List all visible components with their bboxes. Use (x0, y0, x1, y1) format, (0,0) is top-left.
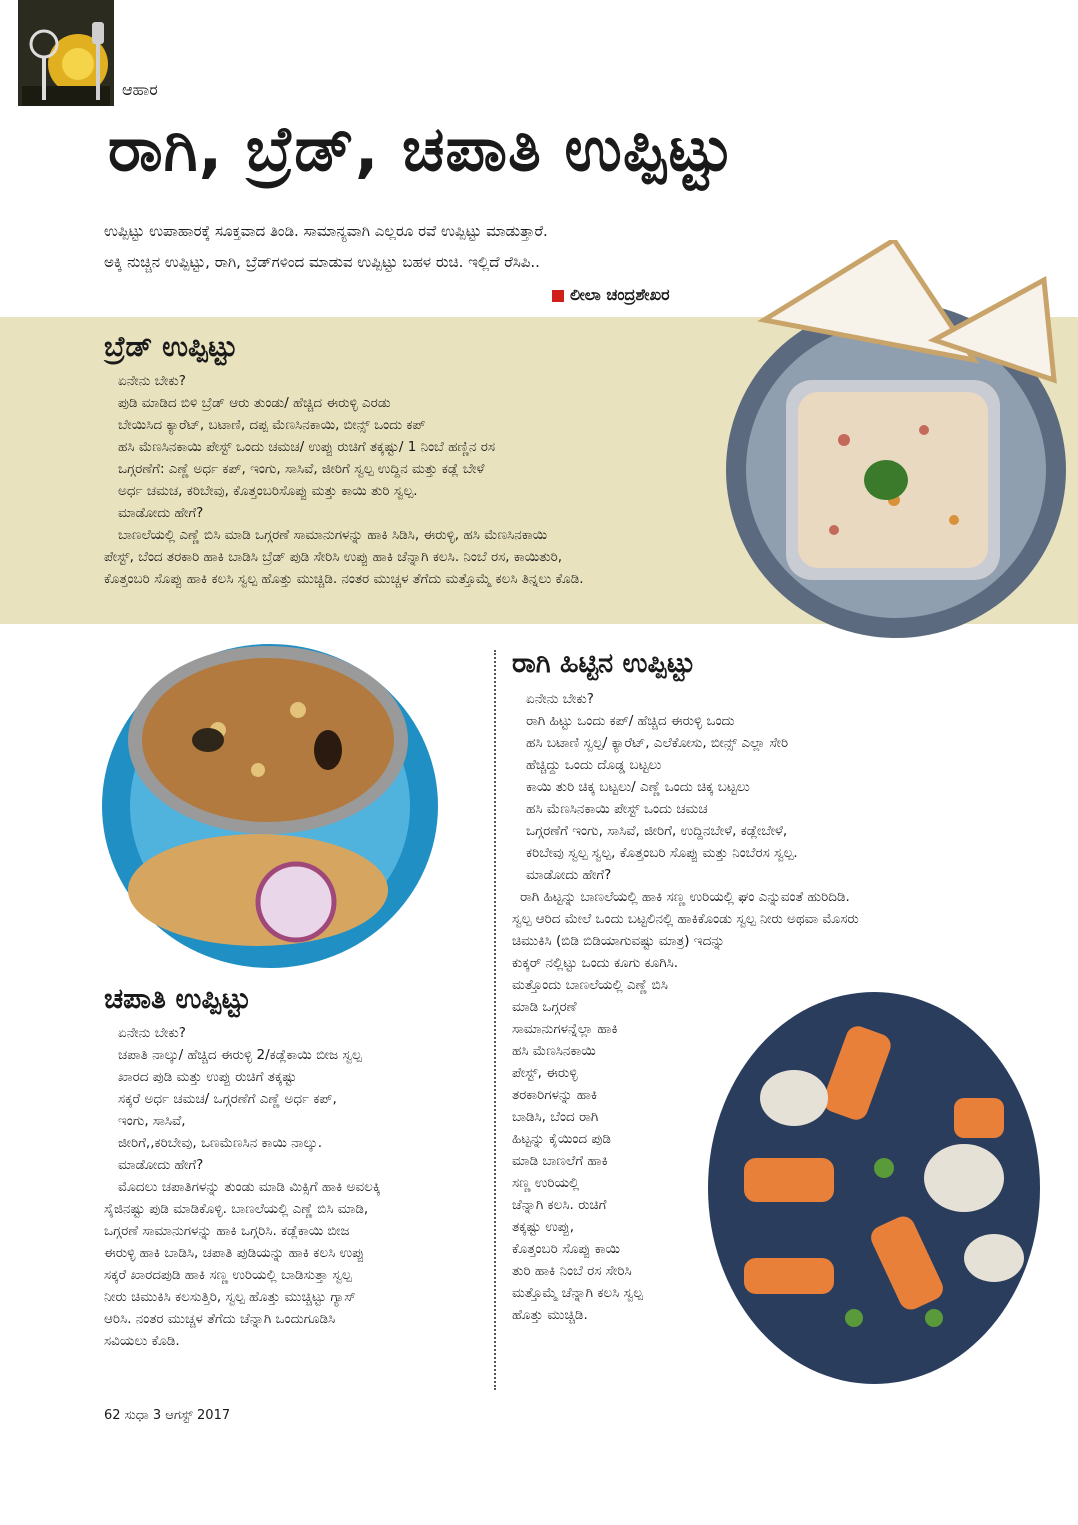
ragi-line: ಮಾಡಿ ಬಾಣಲೆಗೆ ಹಾಕಿ (512, 1153, 608, 1169)
bread-line: ಹಸಿ ಮೆಣಸಿನಕಾಯಿ ಪೇಸ್ಟ್ ಒಂದು ಚಮಚ/ ಉಪ್ಪು ರುಚಿಗೆ ತಕ್ಕಷ್ಟು/ 1 ನಿಂಬೆ ಹಣ್ಣಿನ ರಸ (118, 439, 496, 455)
ragi-line: ಏನೇನು ಬೇಕು? (526, 691, 594, 707)
ragi-recipe-title: ರಾಗಿ ಹಿಟ್ಟಿನ ಉಪ್ಪಿಟ್ಟು (512, 648, 696, 679)
bread-line: ಏನೇನು ಬೇಕು? (118, 373, 186, 389)
chapati-line: ಸಕ್ಕರೆ ಖಾರದಪುಡಿ ಹಾಕಿ ಸಣ್ಣ ಉರಿಯಲ್ಲಿ ಬಾಡಿಸುತ್ತಾ ಸ್ವಲ್ಪ (104, 1267, 352, 1283)
bread-upma-photo (724, 240, 1078, 654)
section-logo (18, 0, 114, 106)
ragi-line: ಹಸಿ ಬಟಾಣಿ ಸ್ವಲ್ಪ/ ಕ್ಯಾರೆಟ್, ಎಲೆಕೋಸು, ಬೀನ್ಸ್ ಎಲ್ಲಾ ಸೇರಿ (526, 735, 789, 751)
chapati-line: ಸಕ್ಕರೆ ಅರ್ಧ ಚಮಚ/ ಒಗ್ಗರಣೆಗೆ ಎಣ್ಣೆ ಅರ್ಧ ಕಪ್, (118, 1091, 337, 1107)
chapati-line: ಈರುಳ್ಳಿ ಹಾಕಿ ಬಾಡಿಸಿ, ಚಪಾತಿ ಪುಡಿಯನ್ನು ಹಾಕಿ ಕಲಸಿ ಉಪ್ಪು (104, 1245, 365, 1261)
ragi-recipe-body (512, 688, 859, 1326)
ragi-line: ಹಸಿ ಮೆಣಸಿನಕಾಯಿ (512, 1043, 596, 1059)
chapati-line: ಆರಿಸಿ. ನಂತರ ಮುಚ್ಚಳ ತೆಗೆದು ಚೆನ್ನಾಗಿ ಒಂದುಗೂಡಿಸಿ (104, 1311, 336, 1327)
intro-line-1: ಉಪ್ಪಿಟ್ಟು ಉಪಾಹಾರಕ್ಕೆ ಸೂಕ್ತವಾದ ತಿಂಡಿ. ಸಾಮಾನ್ಯವಾಗಿ ಎಲ್ಲರೂ ರವೆ ಉಪ್ಪಿಟ್ಟು ಮಾಡುತ್ತಾರೆ. (104, 222, 548, 240)
ragi-line: ಪೇಸ್ಟ್, ಈರುಳ್ಳಿ (512, 1065, 578, 1081)
ragi-line: ಮತ್ತೊಮ್ಮೆ ಚೆನ್ನಾಗಿ ಕಲಸಿ ಸ್ವಲ್ಪ (512, 1285, 643, 1301)
ragi-line: ಒಗ್ಗರಣೆಗೆ ಇಂಗು, ಸಾಸಿವೆ, ಜೀರಿಗೆ, ಉದ್ದಿನಬೇಳೆ, ಕಡ್ಲೇಬೇಳೆ, (526, 823, 788, 839)
ragi-line: ಬಾಡಿಸಿ, ಬೆಂದ ರಾಗಿ (512, 1109, 599, 1125)
column-divider (494, 650, 496, 1390)
chapati-recipe-title: ಚಪಾತಿ ಉಪ್ಪಿಟ್ಟು (104, 982, 251, 1015)
section-label: ಆಹಾರ (122, 80, 158, 99)
ragi-line: ಚೆನ್ನಾಗಿ ಕಲಸಿ. ರುಚಿಗೆ (512, 1197, 607, 1213)
kitchen-utensils-icon (18, 0, 114, 106)
bread-line: ಒಗ್ಗರಣೆಗೆ: ಎಣ್ಣೆ ಅರ್ಧ ಕಪ್, ಇಂಗು, ಸಾಸಿವೆ, ಜೀರಿಗೆ ಸ್ವಲ್ಪ ಉದ್ದಿನ ಮತ್ತು ಕಡ್ಲೆ ಬೇಳೆ (118, 461, 485, 477)
ragi-line: ಹಸಿ ಮೆಣಸಿನಕಾಯಿ ಪೇಸ್ಟ್ ಒಂದು ಚಮಚ (526, 801, 708, 817)
page-title: ರಾಗಿ, ಬ್ರೆಡ್, ಚಪಾತಿ ಉಪ್ಪಿಟ್ಟು (108, 112, 735, 185)
ragi-line: ರಾಗಿ ಹಿಟ್ಟು ಒಂದು ಕಪ್/ ಹೆಚ್ಚಿದ ಈರುಳ್ಳಿ ಒಂದು (526, 713, 735, 729)
chapati-recipe-body (104, 1022, 381, 1352)
chapati-line: ಇಂಗು, ಸಾಸಿವೆ, (118, 1113, 186, 1129)
ragi-line: ಹೊತ್ತು ಮುಚ್ಚಿಡಿ. (512, 1307, 588, 1323)
ragi-line: ಚಿಮುಕಿಸಿ (ಬಿಡಿ ಬಿಡಿಯಾಗುವಷ್ಟು ಮಾತ್ರ) ಇದನ್ನು (512, 933, 725, 949)
ragi-line: ಸಾಮಾನುಗಳನ್ನೆಲ್ಲಾ ಹಾಕಿ (512, 1021, 618, 1037)
ragi-line: ಹೆಚ್ಚಿದ್ದು ಒಂದು ದೊಡ್ಡ ಬಟ್ಟಲು (526, 757, 662, 773)
ragi-line: ಹಿಟ್ಟನ್ನು ಕೈಯಿಂದ ಪುಡಿ (512, 1131, 611, 1147)
ragi-line: ಕಾಯಿ ತುರಿ ಚಿಕ್ಕ ಬಟ್ಟಲು/ ಎಣ್ಣೆ ಒಂದು ಚಿಕ್ಕ ಬಟ್ಟಲು (526, 779, 750, 795)
chapati-line: ಒಗ್ಗರಣೆ ಸಾಮಾನುಗಳನ್ನು ಹಾಕಿ ಒಗ್ಗರಿಸಿ. ಕಡ್ಲೆಕಾಯಿ ಬೀಜ (104, 1223, 350, 1239)
author-name: ಲೀಲಾ ಚಂದ್ರಶೇಖರ (570, 285, 670, 304)
bread-line: ಪೇಸ್ಟ್, ಬೆಂದ ತರಕಾರಿ ಹಾಕಿ ಬಾಡಿಸಿ ಬ್ರೆಡ್ ಪುಡಿ ಸೇರಿಸಿ ಉಪ್ಪು ಹಾಕಿ ಚೆನ್ನಾಗಿ ಕಲಸಿ. ನಿಂಬೆ ರಸ, ಕಾಯಿತುರಿ, (104, 549, 563, 565)
bread-line: ಪುಡಿ ಮಾಡಿದ ಬಿಳಿ ಬ್ರೆಡ್ ಆರು ತುಂಡು/ ಹೆಚ್ಚಿದ ಈರುಳ್ಳಿ ಎರಡು (118, 395, 391, 411)
ragi-line: ಕೊತ್ತಂಬರಿ ಸೊಪ್ಪು ಕಾಯಿ (512, 1241, 621, 1257)
ragi-line: ಕರಿಬೇವು ಸ್ವಲ್ಪ ಸ್ವಲ್ಪ, ಕೊತ್ತಂಬರಿ ಸೊಪ್ಪು ಮತ್ತು ನಿಂಬೆರಸ ಸ್ವಲ್ಪ. (526, 845, 798, 861)
chapati-line: ನೀರು ಚಿಮುಕಿಸಿ ಕಲಸುತ್ತಿರಿ, ಸ್ವಲ್ಪ ಹೊತ್ತು ಮುಚ್ಚಿಟ್ಟು ಗ್ಯಾಸ್ (104, 1289, 356, 1305)
chapati-line: ಜೀರಿಗೆ,,ಕರಿಬೇವು, ಒಣಮೆಣಸಿನ ಕಾಯಿ ನಾಲ್ಕು. (118, 1135, 323, 1151)
ragi-line: ತರಕಾರಿಗಳನ್ನು ಹಾಕಿ (512, 1087, 598, 1103)
bread-line: ಮಾಡೋದು ಹೇಗೆ? (118, 505, 204, 521)
bread-line: ಬಾಣಲೆಯಲ್ಲಿ ಎಣ್ಣೆ ಬಿಸಿ ಮಾಡಿ ಒಗ್ಗರಣೆ ಸಾಮಾನುಗಳನ್ನು ಹಾಕಿ ಸಿಡಿಸಿ, ಈರುಳ್ಳಿ, ಹಸಿ ಮೆಣಸಿನಕಾಯಿ (118, 527, 548, 543)
chapati-line: ಮಾಡೋದು ಹೇಗೆ? (118, 1157, 204, 1173)
ragi-line: ಕುಕ್ಕರ್ ನಲ್ಲಿಟ್ಟು ಒಂದು ಕೂಗು ಕೂಗಿಸಿ. (512, 955, 679, 971)
intro-line-2: ಅಕ್ಕಿ ನುಚ್ಚಿನ ಉಪ್ಪಿಟ್ಟು, ರಾಗಿ, ಬ್ರೆಡ್‌ಗಳಿಂದ ಮಾಡುವ ಉಪ್ಪಿಟ್ಟು ಬಹಳ ರುಚಿ. ಇಲ್ಲಿದೆ ರೆಸಿಪಿ.. (104, 253, 540, 271)
bread-recipe-title: ಬ್ರೆಡ್ ಉಪ್ಪಿಟ್ಟು (104, 330, 238, 363)
bread-line: ಕೊತ್ತಂಬರಿ ಸೊಪ್ಪು ಹಾಕಿ ಕಲಸಿ ಸ್ವಲ್ಪ ಹೊತ್ತು ಮುಚ್ಚಿಡಿ. ನಂತರ ಮುಚ್ಚಳ ತೆಗೆದು ಮತ್ತೊಮ್ಮೆ ಕಲಸಿ ತಿನ್ನಲು ಕೊಡಿ. (104, 571, 584, 587)
ragi-line: ಸಣ್ಣ ಉರಿಯಲ್ಲಿ (512, 1175, 580, 1191)
chapati-line: ಚಪಾತಿ ನಾಲ್ಕು/ ಹೆಚ್ಚಿದ ಈರುಳ್ಳಿ 2/ಕಡ್ಲೆಕಾಯಿ ಬೀಜ ಸ್ವಲ್ಪ (118, 1047, 362, 1063)
chapati-line: ಸವಿಯಲು ಕೊಡಿ. (104, 1333, 180, 1349)
chapati-line: ಏನೇನು ಬೇಕು? (118, 1025, 186, 1041)
bread-line: ಬೇಯಿಸಿದ ಕ್ಯಾರೆಟ್, ಬಟಾಣಿ, ದಪ್ಪ ಮೆಣಸಿನಕಾಯಿ, ಬೀನ್ಸ್ ಒಂದು ಕಪ್ (118, 417, 426, 433)
chapati-line: ಮೊದಲು ಚಪಾತಿಗಳನ್ನು ತುಂಡು ಮಾಡಿ ಮಿಕ್ಸಿಗೆ ಹಾಕಿ ಅವಲಕ್ಕಿ (118, 1179, 381, 1195)
ragi-line: ರಾಗಿ ಹಿಟ್ಟನ್ನು ಬಾಣಲೆಯಲ್ಲಿ ಹಾಕಿ ಸಣ್ಣ ಉರಿಯಲ್ಲಿ ಘಂ ಎನ್ನುವಂತೆ ಹುರಿದಿಡಿ. (520, 889, 850, 905)
ragi-line: ಸ್ವಲ್ಪ ಆರಿದ ಮೇಲೆ ಒಂದು ಬಟ್ಟಲಿನಲ್ಲಿ ಹಾಕಿಕೊಂಡು ಸ್ವಲ್ಪ ನೀರು ಅಥವಾ ಮೊಸರು (512, 911, 859, 927)
ragi-line: ಮಾಡೋದು ಹೇಗೆ? (526, 867, 612, 883)
ragi-line: ತಕ್ಕಷ್ಟು ಉಪ್ಪು, (512, 1219, 575, 1235)
author-byline (552, 285, 670, 305)
page-footer: 62 ಸುಧಾ 3 ಆಗಸ್ಟ್ 2017 (104, 1408, 231, 1423)
chapati-line: ಸೈಜಿನಷ್ಟು ಪುಡಿ ಮಾಡಿಕೊಳ್ಳಿ. ಬಾಣಲೆಯಲ್ಲಿ ಎಣ್ಣೆ ಬಿಸಿ ಮಾಡಿ, (104, 1201, 369, 1217)
ragi-line: ಮಾಡಿ ಒಗ್ಗರಣೆ (512, 999, 577, 1015)
red-square-icon (552, 290, 564, 302)
ragi-line: ಮತ್ತೊಂದು ಬಾಣಲೆಯಲ್ಲಿ ಎಣ್ಣೆ ಬಿಸಿ (512, 977, 668, 993)
bread-line: ಅರ್ಧ ಚಮಚ, ಕರಿಬೇವು, ಕೊತ್ತಂಬರಿಸೊಪ್ಪು ಮತ್ತು ಕಾಯಿ ತುರಿ ಸ್ವಲ್ಪ. (118, 483, 418, 499)
chapati-upma-photo (98, 640, 442, 978)
bread-recipe-body (104, 370, 584, 590)
chapati-line: ಖಾರದ ಪುಡಿ ಮತ್ತು ಉಪ್ಪು ರುಚಿಗೆ ತಕ್ಕಷ್ಟು (118, 1069, 297, 1085)
ragi-line: ತುರಿ ಹಾಕಿ ನಿಂಬೆ ರಸ ಸೇರಿಸಿ (512, 1263, 632, 1279)
